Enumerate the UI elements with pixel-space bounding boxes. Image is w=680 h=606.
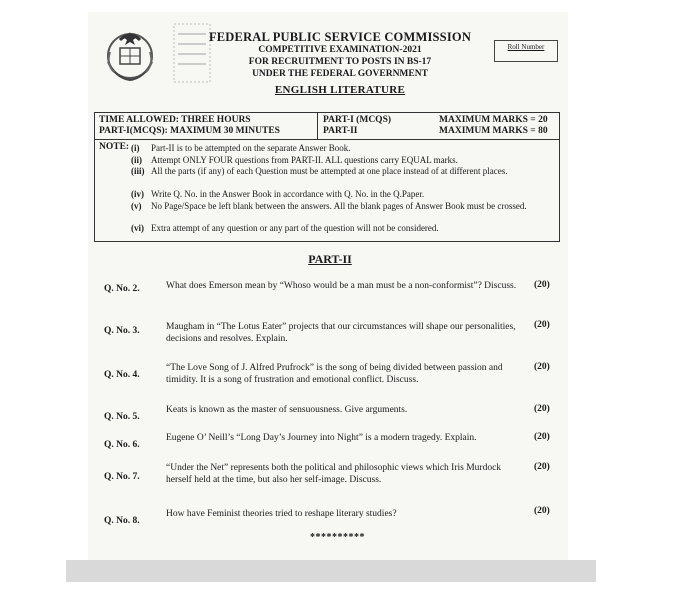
note-number: (vi): [131, 223, 144, 233]
note-text: Write Q. No. in the Answer Book in accordance with Q. No. in the Q.Paper.: [151, 189, 425, 199]
part2-label: PART-II: [323, 126, 358, 136]
note-item: [131, 223, 555, 233]
note-text: Extra attempt of any question or any part of the question will not be considered.: [151, 223, 439, 233]
note-number: (iv): [131, 189, 144, 199]
question-marks: (20): [534, 462, 550, 472]
question-text: Eugene O’ Neill’s “Long Day’s Journey into Night” is a modern tragedy. Explain.: [166, 433, 477, 443]
bottom-shadow-band: [66, 560, 596, 582]
note-item: [131, 166, 555, 176]
government-line: UNDER THE FEDERAL GOVERNMENT: [252, 69, 428, 79]
note-item: [131, 201, 555, 211]
government-emblem-icon: [98, 22, 162, 86]
question-number: Q. No. 4.: [104, 370, 140, 380]
question-number: Q. No. 8.: [104, 516, 140, 526]
question-text: How have Feminist theories tried to reshape literary studies?: [166, 509, 397, 519]
question-number: Q. No. 2.: [104, 284, 140, 294]
question-marks: (20): [534, 506, 550, 516]
note-text: Part-II is to be attempted on the separate Answer Book.: [151, 143, 351, 153]
question-number: Q. No. 3.: [104, 326, 140, 336]
recruitment-line: FOR RECRUITMENT TO POSTS IN BS-17: [248, 57, 432, 67]
question-number: Q. No. 5.: [104, 412, 140, 422]
exam-title: COMPETITIVE EXAMINATION-2021: [258, 45, 422, 55]
commission-title: FEDERAL PUBLIC SERVICE COMMISSION: [208, 30, 472, 44]
note-item: [131, 143, 555, 153]
roll-number-label: Roll Number: [507, 43, 545, 51]
question-text: What does Emerson mean by “Whoso would be a man must be a non-conformist”? Discuss.: [166, 281, 517, 291]
roll-number-box: [494, 40, 558, 62]
note-number: (iii): [131, 166, 145, 176]
subject-title: ENGLISH LITERATURE: [274, 84, 406, 96]
note-text: All the parts (if any) of each Question must be attempted at one place instead of at different places.: [151, 166, 508, 176]
max-marks-part1: MAXIMUM MARKS = 20: [439, 115, 548, 125]
part-title: PART-II: [308, 252, 352, 266]
time-allowed: TIME ALLOWED: THREE HOURS: [99, 115, 251, 125]
note-number: (ii): [131, 155, 142, 165]
note-item: [131, 189, 555, 199]
question-text: “The Love Song of J. Alfred Prufrock” is the song of being divided between passion and timidity. It is a song of frustration and emotional conflict. Discuss.: [166, 363, 503, 385]
part1-time: PART-I(MCQS): MAXIMUM 30 MINUTES: [99, 126, 280, 136]
question-marks: (20): [534, 362, 550, 372]
box-divider-horizontal: [95, 139, 559, 140]
note-number: (i): [131, 143, 140, 153]
question-number: Q. No. 7.: [104, 472, 140, 482]
note-text: No Page/Space be left blank between the answers. All the blank pages of Answer Book must be crossed.: [151, 201, 527, 211]
note-label: NOTE:: [99, 142, 130, 152]
max-marks-part2: MAXIMUM MARKS = 80: [439, 126, 548, 136]
question-text: “Under the Net” represents both the political and philosophic views which Iris Murdock herself held at the time, but also her self-image. Discuss.: [166, 463, 502, 485]
end-of-paper-mark: **********: [310, 532, 365, 543]
question-text: Keats is known as the master of sensuousness. Give arguments.: [166, 405, 408, 415]
question-marks: (20): [534, 404, 550, 414]
note-text: Attempt ONLY FOUR questions from PART-II. ALL questions carry EQUAL marks.: [151, 155, 458, 165]
note-number: (v): [131, 201, 142, 211]
instructions-box: [94, 112, 560, 242]
part1-label: PART-I (MCQS): [323, 115, 392, 125]
question-number: Q. No. 6.: [104, 440, 140, 450]
question-marks: (20): [534, 432, 550, 442]
question-marks: (20): [534, 280, 550, 290]
box-divider-vertical: [317, 113, 318, 139]
note-item: [131, 155, 555, 165]
question-marks: (20): [534, 320, 550, 330]
question-text: Maugham in “The Lotus Eater” projects that our circumstances will shape our personalities, decisions and resolves. Explain.: [166, 322, 516, 344]
